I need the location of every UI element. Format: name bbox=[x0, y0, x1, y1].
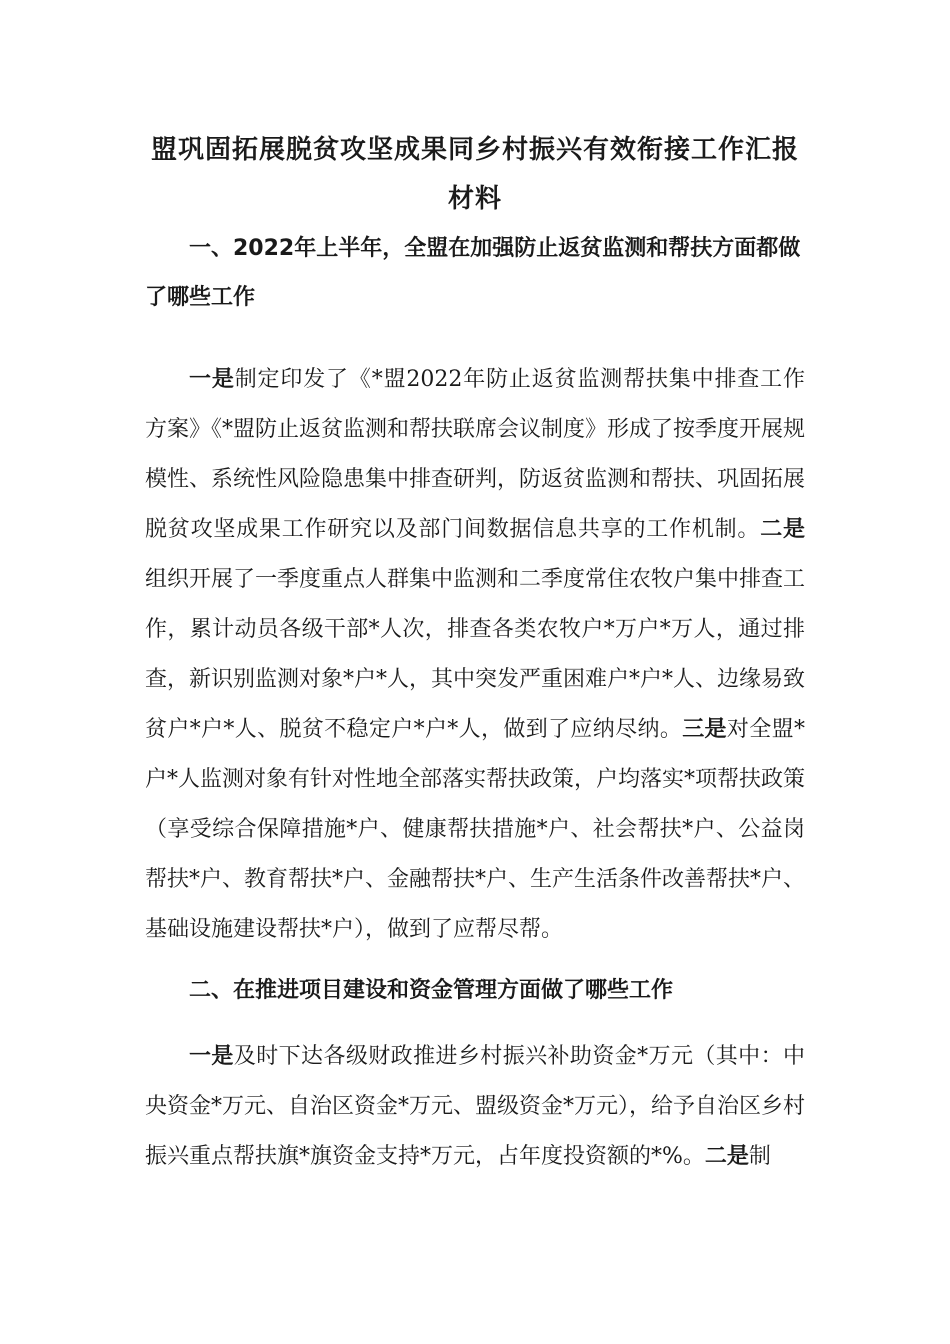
document-title: 盟巩固拓展脱贫攻坚成果同乡村振兴有效衔接工作汇报材料 bbox=[150, 135, 799, 214]
section-heading-2: 二、在推进项目建设和资金管理方面做了哪些工作 bbox=[189, 978, 674, 1003]
paragraph-text: 制 bbox=[748, 1144, 771, 1169]
emphasis-label: 二是 bbox=[704, 1144, 749, 1169]
emphasis-label: 一是 bbox=[189, 1044, 234, 1069]
section-heading-1: 一、2022年上半年，全盟在加强防止返贫监测和帮扶方面都做了哪些工作 bbox=[145, 236, 801, 310]
emphasis-label: 二是 bbox=[760, 517, 805, 542]
paragraph-text: 及时下达各级财政推进乡村振兴补助资金*万元（其中：中央资金*万元、自治区资金*万元、盟级资金*万元），给予自治区乡村振兴重点帮扶旗*旗资金支持*万元，占年度投资额的*%。 bbox=[145, 1044, 806, 1169]
paragraph-text: 制定印发了《*盟2022年防止返贫监测帮扶集中排查工作方案》《*盟防止返贫监测和帮扶联席会议制度》形成了按季度开展规模性、系统性风险隐患集中排查研判，防返贫监测和帮扶、巩固拓展脱贫攻坚成果工作研究以及部门间数据信息共享的工作机制。 bbox=[145, 367, 806, 542]
emphasis-label: 一是 bbox=[189, 367, 235, 392]
section-paragraph-1 bbox=[145, 355, 805, 955]
section-paragraph-2 bbox=[145, 1032, 805, 1182]
paragraph-text: 对全盟*户*人监测对象有针对性地全部落实帮扶政策，户均落实*项帮扶政策（享受综合保障措施*户、健康帮扶措施*户、社会帮扶*户、公益岗帮扶*户、教育帮扶*户、金融帮扶*户、生产生活条件改善帮扶*户、基础设施建设帮扶*户），做到了应帮尽帮。 bbox=[145, 717, 806, 942]
paragraph-text: 组织开展了一季度重点人群集中监测和二季度常住农牧户集中排查工作，累计动员各级干部*人次，排查各类农牧户*万户*万人，通过排查，新识别监测对象*户*人，其中突发严重困难户*户*人、边缘易致贫户*户*人、脱贫不稳定户*户*人，做到了应纳尽纳。 bbox=[145, 567, 806, 742]
emphasis-label: 三是 bbox=[682, 717, 727, 742]
